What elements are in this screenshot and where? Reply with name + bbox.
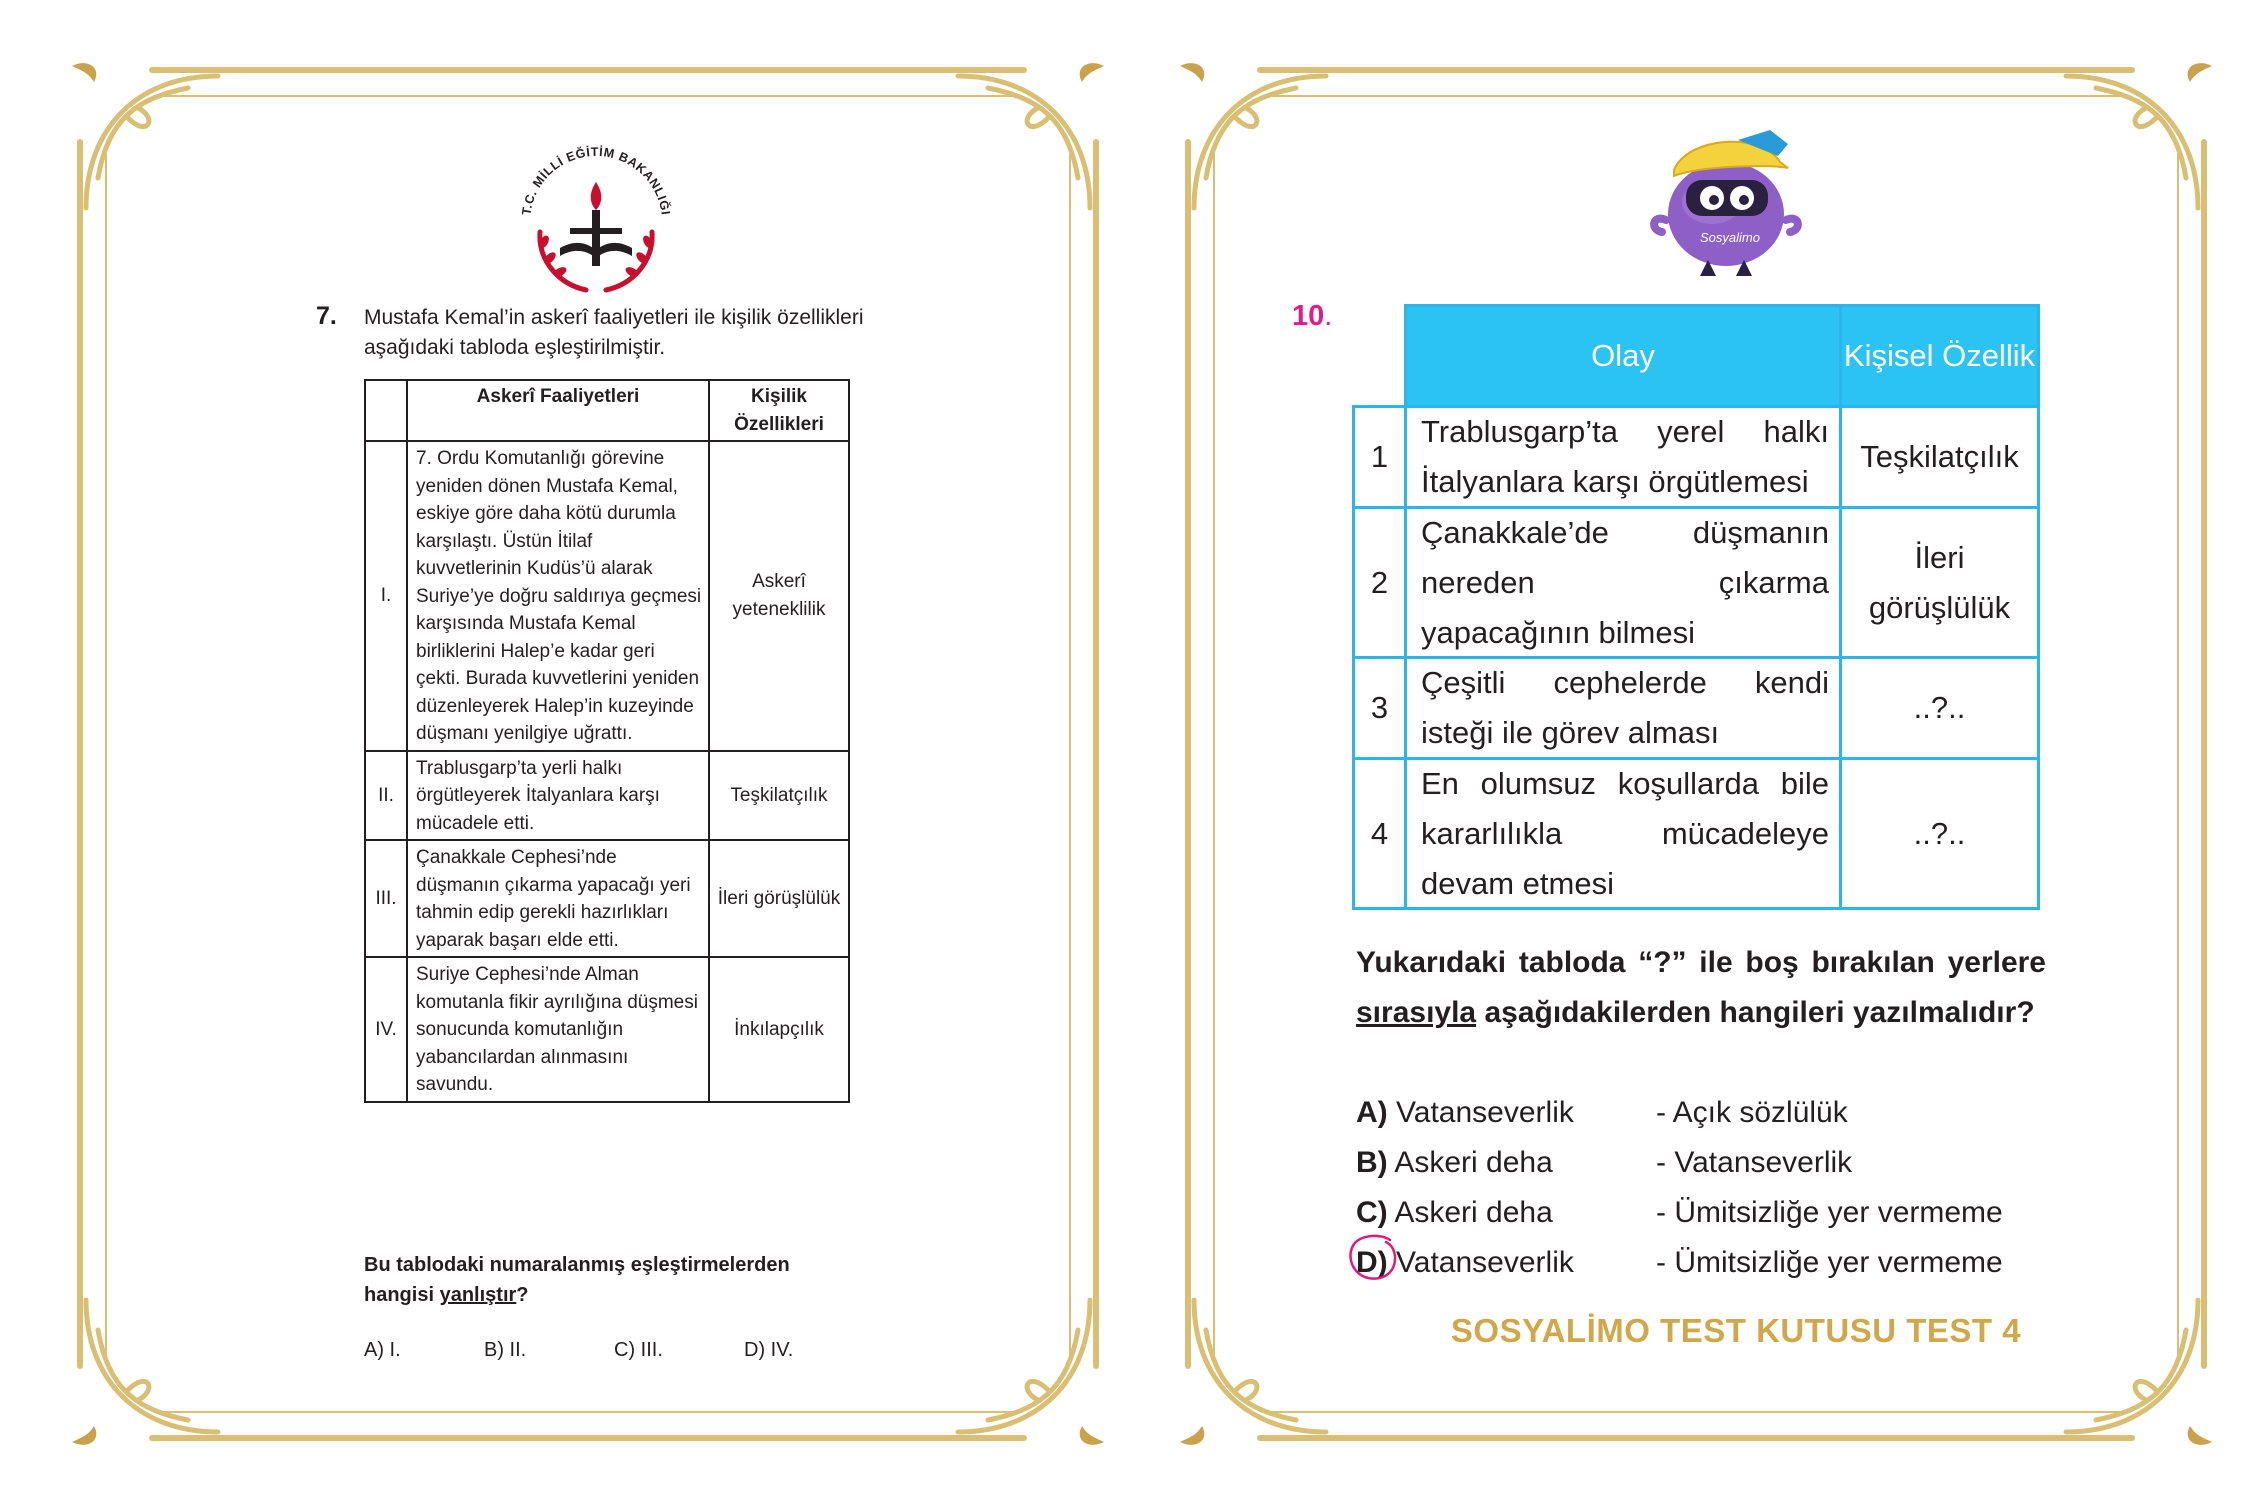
option-c[interactable]: C) III. — [614, 1339, 663, 1361]
option-letter: D) — [1356, 1246, 1388, 1279]
question-10-table — [1352, 304, 2040, 910]
row-number: 3 — [1352, 656, 1407, 760]
row-number: 4 — [1352, 757, 1407, 910]
option-a[interactable]: A) I. — [364, 1339, 401, 1361]
mascot-label: Sosyalimo — [1700, 230, 1760, 245]
row-activity: Trablusgarp’ta yerli halkı örgütleyerek İtalyanlara karşı mücadele etti. — [407, 751, 709, 841]
question-10-prompt — [1356, 938, 2046, 1038]
option-second: - Ümitsizliğe yer vermeme — [1656, 1246, 2003, 1279]
option-second: - Ümitsizliğe yer vermeme — [1656, 1196, 2003, 1229]
question-number-digits: 10 — [1292, 300, 1325, 332]
row-trait: ..?.. — [1839, 757, 2040, 910]
row-event: Çeşitli cephelerde kendi isteği ile görev alması — [1404, 656, 1842, 760]
row-trait: İleri görüşlülük — [1839, 506, 2040, 659]
option-second: - Açık sözlülük — [1656, 1096, 1848, 1129]
table-header-row — [365, 380, 849, 441]
option-second: - Vatanseverlik — [1656, 1146, 1853, 1179]
row-event: Çanakkale’de düşmanın nereden çıkarma yapacağının bilmesi — [1404, 506, 1842, 659]
row-number: IV. — [365, 957, 407, 1102]
question-7-prompt — [364, 1250, 864, 1310]
option-first: Askeri deha — [1394, 1196, 1553, 1229]
row-number: 1 — [1352, 405, 1407, 509]
option-first: Askeri deha — [1394, 1146, 1553, 1179]
question-10-number — [1292, 300, 1332, 333]
option-b[interactable] — [1356, 1138, 2056, 1188]
table-row — [365, 957, 849, 1102]
row-trait: ..?.. — [1839, 656, 2040, 760]
row-activity: Suriye Cephesi’nde Alman komutanla fikir ayrılığına düşmesi sonucunda komutanlığın yabancılardan alınmasını savundu. — [407, 957, 709, 1102]
footer-title: SOSYALİMO TEST KUTUSU TEST 4 — [1450, 1312, 2022, 1349]
emblem-arc-text: T.C. MİLLİ EĞİTİM BAKANLIĞI — [519, 144, 673, 217]
option-first: Vatanseverlik — [1396, 1096, 1574, 1129]
table-header-empty — [365, 380, 407, 441]
row-number: 2 — [1352, 506, 1407, 659]
row-number: III. — [365, 840, 407, 957]
question-7-options — [364, 1339, 864, 1369]
question-number-dot: . — [1324, 300, 1333, 332]
table-header-event: Olay — [1404, 304, 1842, 408]
option-c[interactable] — [1356, 1188, 2056, 1238]
row-trait: Teşkilatçılık — [709, 751, 849, 841]
question-7-number: 7. — [316, 302, 337, 330]
question-7-table — [364, 379, 850, 1103]
option-letter: B) — [1356, 1146, 1388, 1179]
table-header-traits: Kişilik Özellikleri — [709, 380, 849, 441]
meb-emblem-icon — [512, 130, 680, 298]
table-header-trait: Kişisel Özellik — [1839, 304, 2040, 408]
row-event: En olumsuz koşullarda bile kararlılıkla mücadeleye devam etmesi — [1404, 757, 1842, 910]
option-a[interactable] — [1356, 1088, 2056, 1138]
table-row — [365, 751, 849, 841]
row-number: I. — [365, 441, 407, 751]
question-7-text: Mustafa Kemal’in askerî faaliyetleri ile kişilik özellikleri aşağıdaki tabloda eşleştirilmiştir. — [364, 306, 864, 359]
prompt-emphasis: yanlıştır — [439, 1284, 517, 1306]
option-letter: C) — [1356, 1196, 1388, 1229]
option-letter: A) — [1356, 1096, 1388, 1129]
row-trait: İleri görüşlülük — [709, 840, 849, 957]
row-activity: Çanakkale Cephesi’nde düşmanın çıkarma yapacağı yeri tahmin edip gerekli hazırlıkları yaparak başarı elde etti. — [407, 840, 709, 957]
right-page — [1176, 58, 2216, 1450]
table-row — [365, 840, 849, 957]
row-trait: Teşkilatçılık — [1839, 405, 2040, 509]
prompt-text: Bu tablodaki numaralanmış eşleştirmelerden hangisi — [364, 1254, 790, 1306]
table-row — [365, 441, 849, 751]
row-trait: İnkılapçılık — [709, 957, 849, 1102]
prompt-suffix: aşağıdakilerden hangileri yazılmalıdır? — [1476, 996, 2035, 1029]
sosyalimo-mascot-icon — [1638, 110, 1814, 282]
option-first: Vatanseverlik — [1396, 1246, 1574, 1279]
row-trait: Askerî yeteneklilik — [709, 441, 849, 751]
prompt-suffix: ? — [516, 1284, 529, 1306]
prompt-text: Yukarıdaki tabloda “?” ile boş bırakılan yerlere — [1356, 946, 2046, 979]
row-event: Trablusgarp’ta yerel halkı İtalyanlara karşı örgütlemesi — [1404, 405, 1842, 509]
answer-circle-icon — [1346, 1232, 1400, 1282]
prompt-emphasis: sırasıyla — [1356, 996, 1477, 1029]
option-b[interactable]: B) II. — [484, 1339, 527, 1361]
row-activity: 7. Ordu Komutanlığı görevine yeniden dönen Mustafa Kemal, eskiye göre daha kötü durumla karşılaştı. Üstün İtilaf kuvvetlerinin Kudüs’ü alarak Suriye’ye doğru saldırıya geçmesi karşısında Mustafa Kemal birliklerini Halep’e kadar geri çekti. Burada kuvvetlerini yeniden düzenleyerek Halep’in kuzeyinde düşmanı yenilgiye uğrattı. — [407, 441, 709, 751]
row-number: II. — [365, 751, 407, 841]
left-page — [68, 58, 1108, 1450]
table-header-activities: Askerî Faaliyetleri — [407, 380, 709, 441]
option-d[interactable]: D) IV. — [744, 1339, 794, 1361]
option-d[interactable] — [1356, 1238, 2056, 1288]
